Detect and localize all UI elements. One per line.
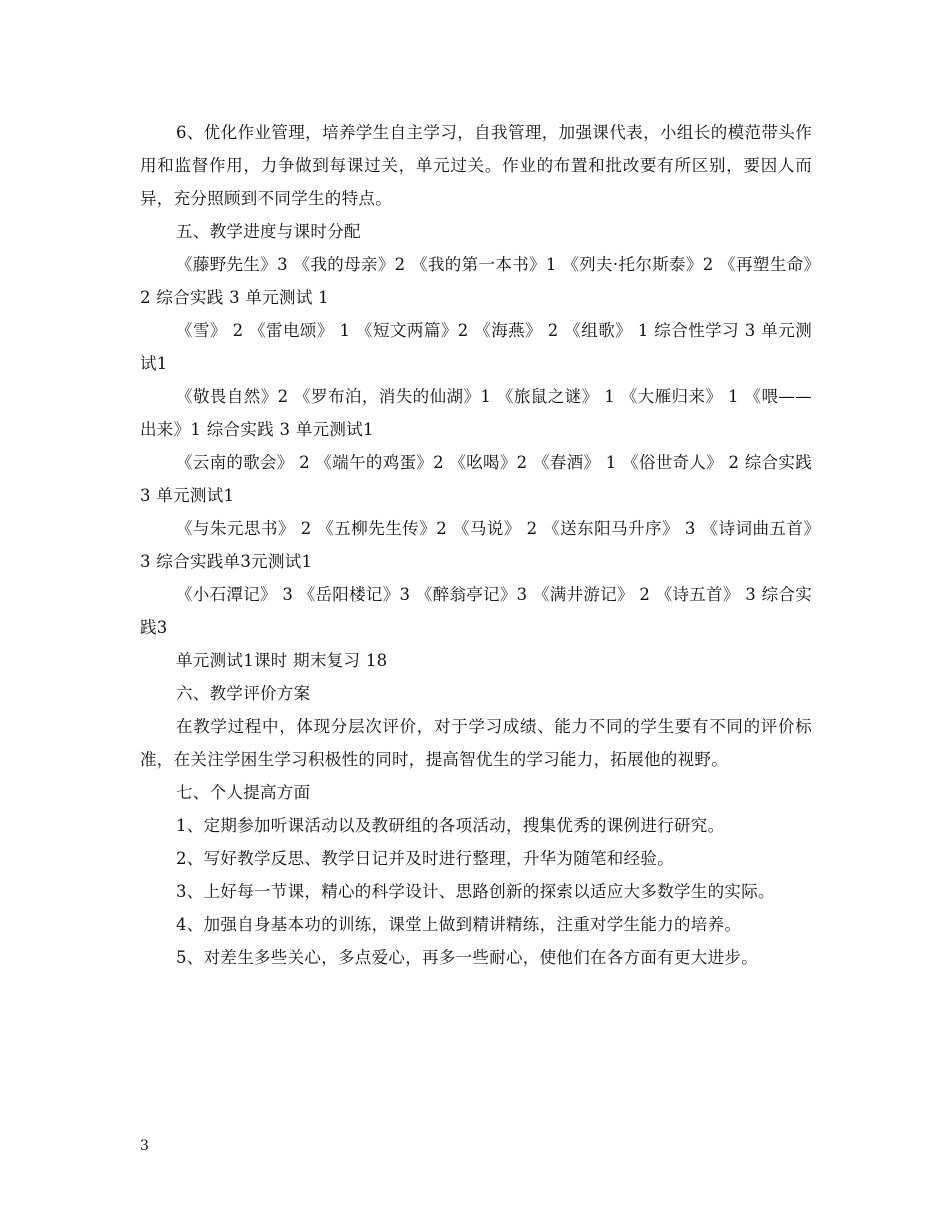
- heading-schedule: 五、教学进度与课时分配: [176, 222, 361, 241]
- list-item-5: 5、对差生多些关心，多点爱心，再多一些耐心，使他们在各方面有更大进步。: [176, 948, 758, 967]
- paragraph-unit-6: 《小石潭记》 3 《岳阳楼记》3 《醉翁亭记》3 《满井游记》 2 《诗五首》 3 综合实践3: [140, 585, 812, 637]
- paragraph-unit-3: 《敬畏自然》2 《罗布泊，消失的仙湖》1 《旅鼠之谜》 1 《大雁归来》 1 《喂——出来》1 综合实践 3 单元测试1: [140, 387, 812, 439]
- heading-personal-improvement: 七、个人提高方面: [176, 783, 311, 802]
- list-item-4: 4、加强自身基本功的训练，课堂上做到精讲精练，注重对学生能力的培养。: [176, 915, 742, 934]
- paragraph-final-review: 单元测试1课时 期末复习 18: [176, 651, 388, 670]
- paragraph-unit-5: 《与朱元思书》 2 《五柳先生传》2 《马说》 2 《送东阳马升序》 3 《诗词曲五首》3 综合实践单3元测试1: [140, 519, 812, 571]
- list-item-1: 1、定期参加听课活动以及教研组的各项活动，搜集优秀的课例进行研究。: [176, 816, 725, 835]
- list-item-3: 3、上好每一节课，精心的科学设计、思路创新的探索以适应大多数学生的实际。: [176, 882, 775, 901]
- document-body: [140, 116, 812, 974]
- page-number: 3: [140, 1138, 149, 1154]
- paragraph-unit-4: 《云南的歌会》 2 《端午的鸡蛋》2 《吆喝》2 《春酒》 1 《俗世奇人》 2 综合实践 3 单元测试1: [140, 453, 812, 505]
- paragraph-unit-1: 《藤野先生》3 《我的母亲》2 《我的第一本书》1 《列夫·托尔斯泰》2 《再塑生命》2 综合实践 3 单元测试 1: [140, 255, 812, 307]
- paragraph-homework-management: 6、优化作业管理，培养学生自主学习，自我管理，加强课代表，小组长的模范带头作用和监督作用，力争做到每课过关，单元过关。作业的布置和批改要有所区别，要因人而异，充分照顾到不同学生的特点。: [140, 123, 812, 208]
- list-item-2: 2、写好教学反思、教学日记并及时进行整理，升华为随笔和经验。: [176, 849, 674, 868]
- paragraph-evaluation: 在教学过程中，体现分层次评价，对于学习成绩、能力不同的学生要有不同的评价标准，在关注学困生学习积极性的同时，提高智优生的学习能力，拓展他的视野。: [140, 717, 812, 769]
- heading-evaluation: 六、教学评价方案: [176, 684, 311, 703]
- paragraph-unit-2: 《雪》 2 《雷电颂》 1 《短文两篇》2 《海燕》 2 《组歌》 1 综合性学习 3 单元测试1: [140, 321, 812, 373]
